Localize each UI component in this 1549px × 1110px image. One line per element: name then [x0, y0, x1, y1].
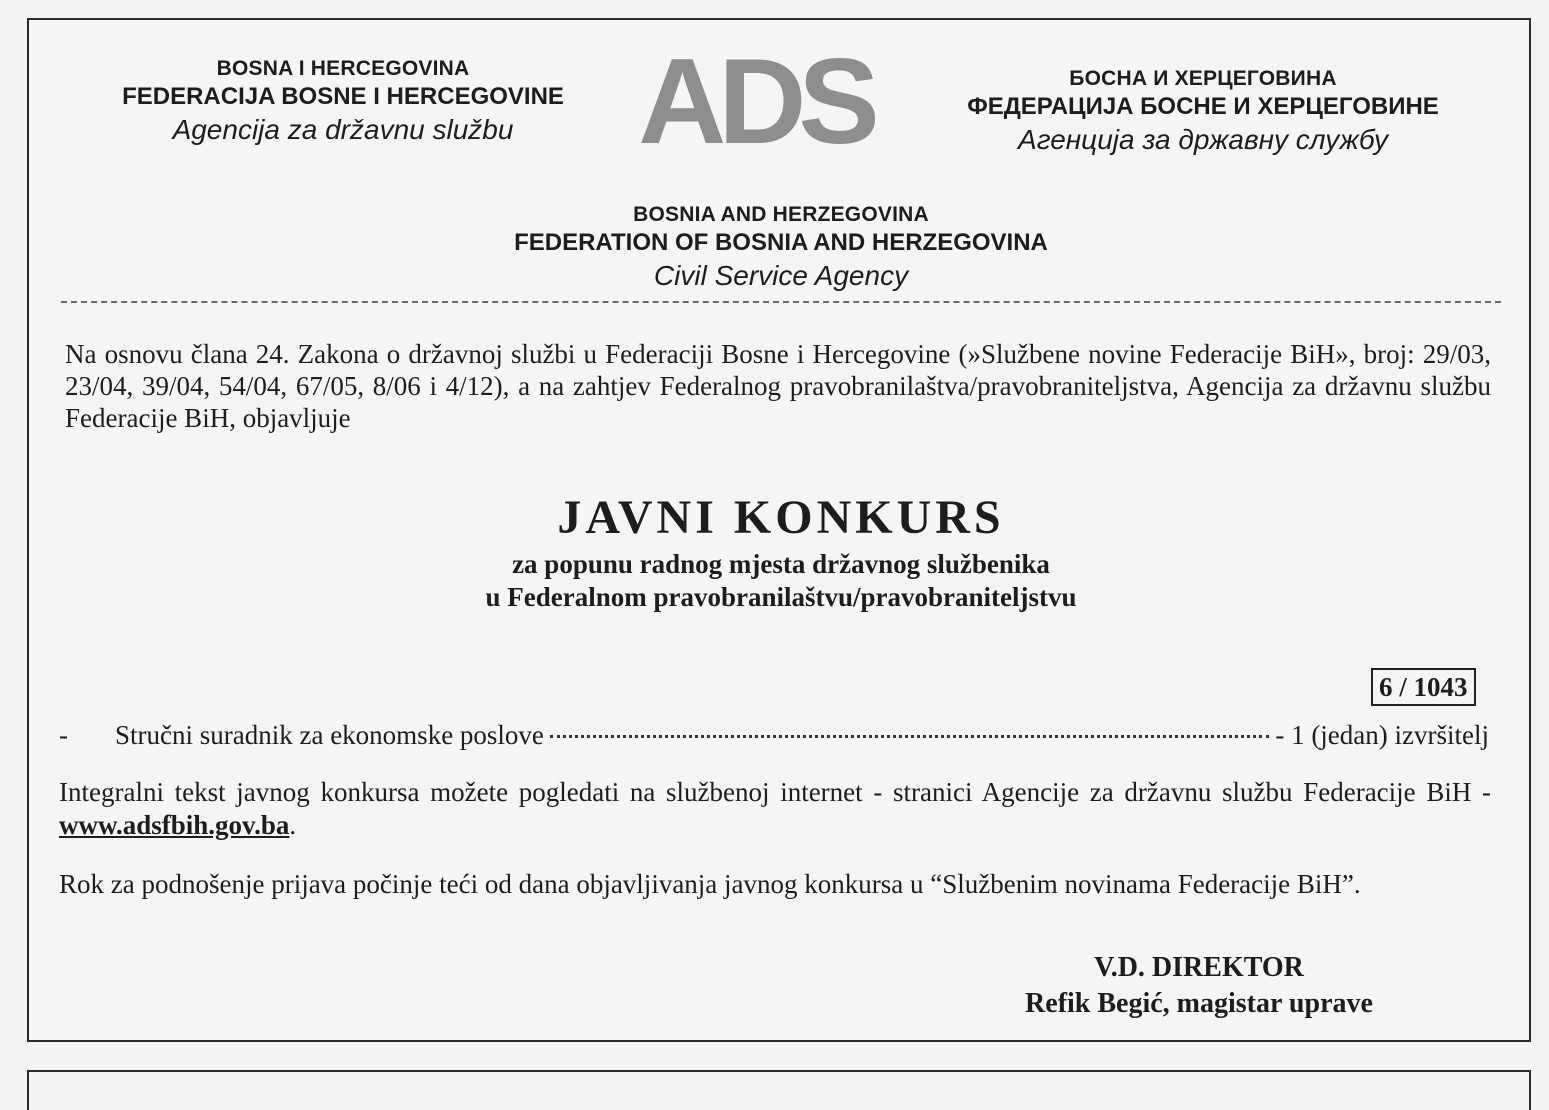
position-entry [59, 718, 1489, 752]
position-count: - 1 (jedan) izvršitelj [1275, 720, 1489, 750]
ads-logo: ADS [638, 33, 872, 169]
header-right-line3: Агенција за државну службу [1018, 124, 1388, 155]
deadline-paragraph: Rok za podnošenje prijava počinje teći od dana objavljivanja javnog konkursa u “Službenim novinama Federacije BiH”. [59, 869, 1361, 899]
announcement-title: JAVNI KONKURS [557, 491, 1005, 544]
signature-name: Refik Begić, magistar uprave [1025, 988, 1373, 1019]
reference-number-badge: 6 / 1043 [1371, 668, 1476, 706]
next-announcement-frame [27, 1070, 1531, 1110]
header-center-line1: BOSNIA AND HERZEGOVINA [633, 203, 929, 226]
website-link[interactable]: www.adsfbih.gov.ba [59, 810, 290, 840]
signature-role: V.D. DIREKTOR [1094, 952, 1304, 983]
header-right [917, 66, 1489, 157]
notice-end: . [289, 810, 297, 840]
notice-text: Integralni tekst javnog konkursa možete pogledati na službenoj internet - stranici Agencije za državnu službu Federacije BiH - [59, 777, 1491, 807]
header-left-line2: FEDERACIJA BOSNE I HERCEGOVINE [122, 83, 564, 110]
header-right-line1: БОСНА И ХЕРЦЕГОВИНА [1069, 67, 1337, 90]
dot-leader [550, 735, 1269, 738]
announcement-frame [27, 18, 1531, 1042]
header-left-line3: Agencija za državnu službu [172, 114, 514, 145]
header-divider [61, 301, 1501, 303]
subtitle-line1: za popunu radnog mjesta državnog službenika [512, 549, 1050, 579]
header-left-line1: BOSNA I HERCEGOVINA [216, 57, 470, 80]
intro-paragraph: Na osnovu člana 24. Zakona o državnoj službi u Federaciji Bosne i Hercegovine (»Službene novine Federacije BiH», broj: 29/03, 23/04, 39/04, 54/04, 67/05, 8/06 i 4/12), a na zahtjev Federalnog pravobranilaštva/pravobraniteljstva, Agencija za državnu službu Federacije BiH, objavljuje [65, 339, 1491, 433]
position-name: Stručni suradnik za ekonomske poslove [115, 720, 544, 750]
header-center [29, 202, 1533, 293]
position-dash: - [59, 720, 68, 750]
header-center-line2: FEDERATION OF BOSNIA AND HERZEGOVINA [514, 229, 1048, 256]
header-right-line2: ФЕДЕРАЦИЈА БОСНЕ И ХЕРЦЕГОВИНЕ [967, 93, 1439, 120]
subtitle-line2: u Federalnom pravobranilaštvu/pravobraniteljstvu [485, 582, 1077, 612]
signature-block [929, 950, 1469, 1022]
notice-paragraph [59, 776, 1491, 842]
header-center-line3: Civil Service Agency [653, 260, 909, 291]
header-left [69, 56, 617, 147]
announcement-subtitle [29, 548, 1533, 614]
